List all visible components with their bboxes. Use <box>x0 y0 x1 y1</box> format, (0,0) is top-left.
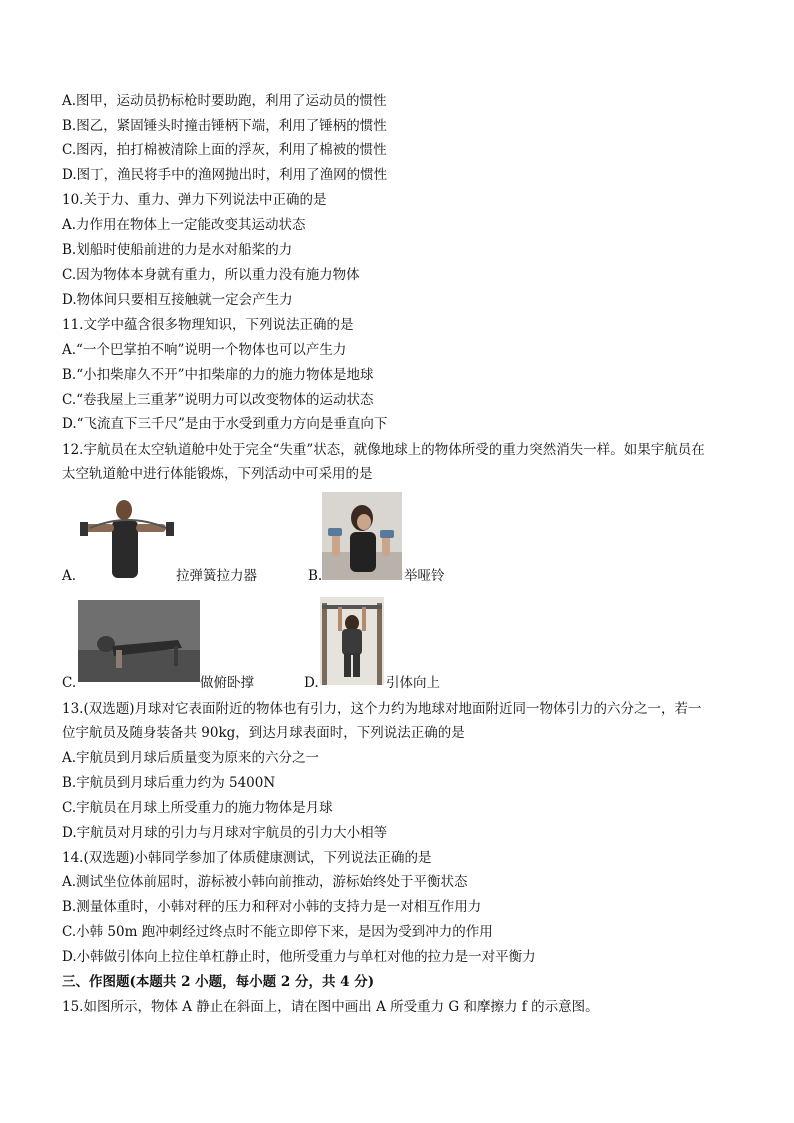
q12-option-d-letter: D. <box>304 675 319 691</box>
push-up-photo <box>78 600 200 682</box>
q13-option-d: D.宇航员对月球的引力与月球对宇航员的引力大小相等 <box>62 825 388 841</box>
q14-stem: 14.(双选题)小韩同学参加了体质健康测试，下列说法正确的是 <box>62 850 432 866</box>
q14-option-c: C.小韩 50m 跑冲刺经过终点时不能立即停下来，是因为受到冲力的作用 <box>62 924 493 940</box>
q12-option-a-letter: A. <box>62 568 77 584</box>
q9-option-b: B.图乙，紧固锤头时撞击锤柄下端，利用了锤柄的惯性 <box>62 118 387 134</box>
q12-option-b-letter: B. <box>308 568 323 584</box>
q10-option-d: D.物体间只要相互接触就一定会产生力 <box>62 292 293 308</box>
q12-stem-line2: 太空轨道舱中进行体能锻炼，下列活动中可采用的是 <box>62 466 373 482</box>
q13-option-a: A.宇航员到月球后质量变为原来的六分之一 <box>62 750 320 766</box>
q13-stem-line2: 位宇航员及随身装备共 90kg，到达月球表面时，下列说法正确的是 <box>62 725 465 741</box>
q12-option-d-label: 引体向上 <box>386 675 440 691</box>
q12-option-c-letter: C. <box>62 675 77 691</box>
q12-option-b-label: 举哑铃 <box>404 568 445 584</box>
q13-option-b: B.宇航员到月球后重力约为 5400N <box>62 775 276 791</box>
q13-stem-line1: 13.(双选题)月球对它表面附近的物体也有引力，这个力约为地球对地面附近同一物体引力的六分之一，若一 <box>62 701 702 717</box>
q11-option-c: C.“卷我屋上三重茅”说明力可以改变物体的运动状态 <box>62 392 374 408</box>
q10-option-a: A.力作用在物体上一定能改变其运动状态 <box>62 217 306 233</box>
q14-option-a: A.测试坐位体前屈时，游标被小韩向前推动，游标始终处于平衡状态 <box>62 874 468 890</box>
q9-option-a: A.图甲，运动员扔标枪时要助跑，利用了运动员的惯性 <box>62 93 387 109</box>
q9-option-d: D.图丁，渔民将手中的渔网抛出时，利用了渔网的惯性 <box>62 167 388 183</box>
q10-stem: 10.关于力、重力、弹力下列说法中正确的是 <box>62 192 327 208</box>
spring-expander-photo <box>80 492 176 580</box>
q15-stem: 15.如图所示，物体 A 静止在斜面上，请在图中画出 A 所受重力 G 和摩擦力 f 的示意图。 <box>62 999 599 1015</box>
q11-option-b: B.“小扣柴扉久不开”中扣柴扉的力的施力物体是地球 <box>62 367 374 383</box>
pull-up-photo <box>320 597 384 685</box>
q11-option-d: D.“飞流直下三千尺”是由于水受到重力方向是垂直向下 <box>62 416 388 432</box>
q11-option-a: A.“一个巴掌拍不响”说明一个物体也可以产生力 <box>62 342 347 358</box>
q10-option-c: C.因为物体本身就有重力，所以重力没有施力物体 <box>62 267 360 283</box>
q11-stem: 11.文学中蕴含很多物理知识，下列说法正确的是 <box>62 317 354 333</box>
q14-option-d: D.小韩做引体向上拉住单杠静止时，他所受重力与单杠对他的拉力是一对平衡力 <box>62 949 536 965</box>
q12-option-a-label: 拉弹簧拉力器 <box>176 568 257 584</box>
q12-option-c-label: 做俯卧撑 <box>200 675 254 691</box>
section-heading: 三、作图题(本题共 2 小题，每小题 2 分，共 4 分) <box>62 974 375 990</box>
q10-option-b: B.划船时使船前进的力是水对船桨的力 <box>62 242 293 258</box>
q14-option-b: B.测量体重时，小韩对秤的压力和秤对小韩的支持力是一对相互作用力 <box>62 899 482 915</box>
q12-stem-line1: 12.宇航员在太空轨道舱中处于完全“失重”状态，就像地球上的物体所受的重力突然消失一样。如果宇航员在 <box>62 442 705 458</box>
q13-option-c: C.宇航员在月球上所受重力的施力物体是月球 <box>62 800 333 816</box>
q9-option-c: C.图丙，拍打棉被清除上面的浮灰，利用了棉被的惯性 <box>62 142 387 158</box>
dumbbell-photo <box>322 492 402 580</box>
